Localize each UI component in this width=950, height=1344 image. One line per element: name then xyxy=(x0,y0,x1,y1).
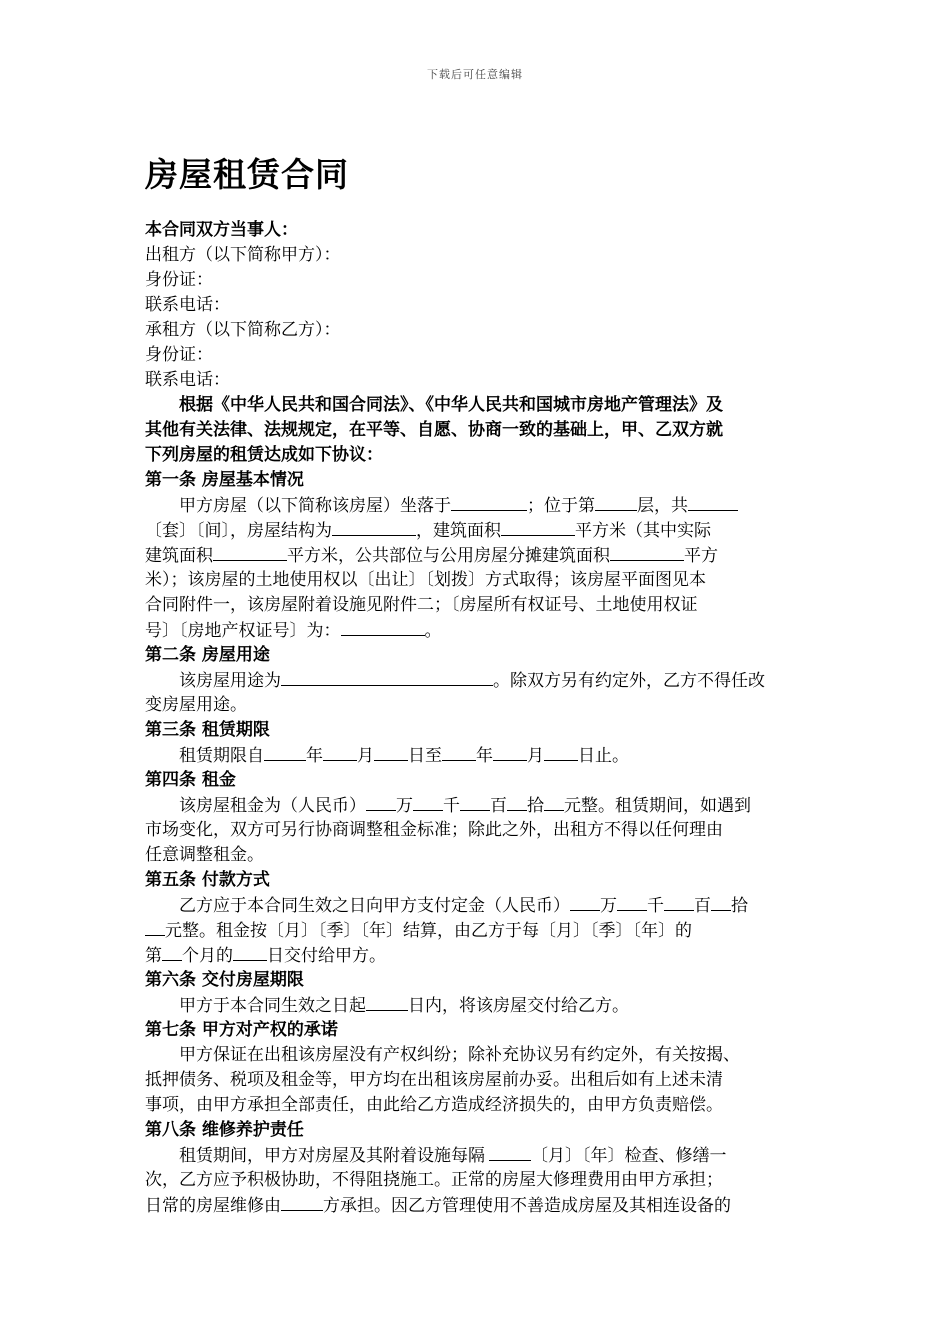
article-5-line xyxy=(145,918,805,943)
text: ；位于第 xyxy=(527,496,595,516)
shared-area-blank[interactable] xyxy=(610,543,684,561)
text: 号〕〔房地产权证号〕为： xyxy=(145,621,341,641)
maintenance-party-blank[interactable] xyxy=(281,1193,323,1211)
inspection-interval-blank[interactable] xyxy=(489,1143,531,1161)
text: 元整。租金按〔月〕〔季〕〔年〕结算，由乙方于每〔月〕〔季〕〔年〕的 xyxy=(165,921,692,941)
lessor-phone-label: 联系电话： xyxy=(145,295,230,315)
text: 年 xyxy=(476,746,493,766)
rent-qian-blank[interactable] xyxy=(413,793,443,811)
rent-shi-blank[interactable] xyxy=(507,793,527,811)
lessee-phone-label: 联系电话： xyxy=(145,370,230,390)
preamble-line: 根据《中华人民共和国合同法》、《中华人民共和国城市房地产管理法》及 xyxy=(179,395,723,415)
text: 租赁期间，甲方对房屋及其附着设施每隔 xyxy=(179,1146,485,1166)
lessee-label: 承租方（以下简称乙方）： xyxy=(145,320,341,340)
rent-yuan-blank[interactable] xyxy=(544,793,564,811)
start-year-blank[interactable] xyxy=(264,743,306,761)
text: 拾 xyxy=(731,896,748,916)
deposit-qian-blank[interactable] xyxy=(617,893,647,911)
text: 日内，将该房屋交付给乙方。 xyxy=(408,996,629,1016)
article-5-line xyxy=(145,943,805,968)
text: 万 xyxy=(396,796,413,816)
article-2-line: 变房屋用途。 xyxy=(145,695,247,715)
article-7-line: 甲方保证在出租该房屋没有产权纠纷；除补充协议另有约定外，有关按揭、 xyxy=(179,1045,740,1065)
article-2-line xyxy=(145,668,805,693)
location-blank[interactable] xyxy=(451,493,527,511)
text: 月 xyxy=(527,746,544,766)
text: 〔月〕〔年〕检查、修缮一 xyxy=(531,1146,727,1166)
end-day-blank[interactable] xyxy=(544,743,578,761)
rent-bai-blank[interactable] xyxy=(460,793,490,811)
lessee-id-label: 身份证： xyxy=(145,345,213,365)
article-1-title: 第一条 房屋基本情况 xyxy=(145,470,304,490)
preamble-line: 其他有关法律、法规规定，在平等、自愿、协商一致的基础上，甲、乙双方就 xyxy=(145,420,723,440)
text: 万 xyxy=(600,896,617,916)
structure-blank[interactable] xyxy=(332,518,416,536)
text: 百 xyxy=(694,896,711,916)
article-5-line xyxy=(145,893,805,918)
article-8-line: 次，乙方应予积极协助，不得阻挠施工。正常的房屋大修理费用由甲方承担； xyxy=(145,1170,723,1190)
text: 乙方应于本合同生效之日向甲方支付定金（人民币） xyxy=(179,896,570,916)
text: 层，共 xyxy=(637,496,688,516)
lessor-label: 出租方（以下简称甲方）： xyxy=(145,245,341,265)
article-6-line xyxy=(145,993,805,1018)
article-1-line xyxy=(145,543,805,568)
article-7-line: 事项，由甲方承担全部责任，由此给乙方造成经济损失的，由甲方负责赔偿。 xyxy=(145,1095,723,1115)
text: 〔套〕〔间〕，房屋结构为 xyxy=(145,521,332,541)
article-1-line xyxy=(145,518,805,543)
text: 甲方房屋（以下简称该房屋）坐落于 xyxy=(179,496,451,516)
text: 月 xyxy=(357,746,374,766)
text: 该房屋用途为 xyxy=(179,671,281,691)
article-7-title: 第七条 甲方对产权的承诺 xyxy=(145,1020,338,1040)
start-month-blank[interactable] xyxy=(323,743,357,761)
text: 建筑面积 xyxy=(145,546,213,566)
payment-month-blank[interactable] xyxy=(162,943,182,961)
text: 。 xyxy=(424,621,442,641)
text: 日交付给甲方。 xyxy=(267,946,386,966)
preamble-line: 下列房屋的租赁达成如下协议： xyxy=(145,445,383,465)
text: 个月的 xyxy=(182,946,233,966)
text: 拾 xyxy=(527,796,544,816)
text: 元整。租赁期间，如遇到 xyxy=(564,796,751,816)
text: 千 xyxy=(647,896,664,916)
article-7-line: 抵押债务、税项及租金等，甲方均在出租该房屋前办妥。出租后如有上述未清 xyxy=(145,1070,723,1090)
text: 平方米，公共部位与公用房屋分摊建筑面积 xyxy=(287,546,610,566)
article-3-title: 第三条 租赁期限 xyxy=(145,720,270,740)
text: 日至 xyxy=(408,746,442,766)
text: 千 xyxy=(443,796,460,816)
deposit-yuan-blank[interactable] xyxy=(145,918,165,936)
deposit-shi-blank[interactable] xyxy=(711,893,731,911)
article-1-line: 米）；该房屋的土地使用权以〔出让〕〔划拨〕方式取得；该房屋平面图见本 xyxy=(145,570,706,590)
lessor-id-label: 身份证： xyxy=(145,270,213,290)
text: 。除双方另有约定外，乙方不得任改 xyxy=(493,671,765,691)
text: 年 xyxy=(306,746,323,766)
floor-blank[interactable] xyxy=(595,493,637,511)
text: 方承担。因乙方管理使用不善造成房屋及其相连设备的 xyxy=(323,1196,731,1216)
article-4-line xyxy=(145,793,805,818)
delivery-days-blank[interactable] xyxy=(366,993,408,1011)
end-year-blank[interactable] xyxy=(442,743,476,761)
article-3-line xyxy=(145,743,805,768)
end-month-blank[interactable] xyxy=(493,743,527,761)
contract-body xyxy=(145,152,805,1218)
text: ，建筑面积 xyxy=(416,521,501,541)
text: 第 xyxy=(145,946,162,966)
payment-day-blank[interactable] xyxy=(233,943,267,961)
article-8-title: 第八条 维修养护责任 xyxy=(145,1120,304,1140)
article-4-line: 任意调整租金。 xyxy=(145,845,264,865)
article-4-line: 市场变化，双方可另行协商调整租金标准；除此之外，出租方不得以任何理由 xyxy=(145,820,723,840)
text: 该房屋租金为（人民币） xyxy=(179,796,366,816)
total-floors-blank[interactable] xyxy=(688,493,738,511)
page-header: 下载后可任意编辑 xyxy=(427,68,523,81)
rent-wan-blank[interactable] xyxy=(366,793,396,811)
certificate-number-blank[interactable] xyxy=(341,618,425,636)
contract-title: 房屋租赁合同 xyxy=(145,155,349,194)
article-6-title: 第六条 交付房屋期限 xyxy=(145,970,304,990)
text: 日止。 xyxy=(578,746,629,766)
text: 租赁期限自 xyxy=(179,746,264,766)
text: 平方米（其中实际 xyxy=(575,521,711,541)
article-8-line xyxy=(145,1193,805,1218)
parties-heading: 本合同双方当事人： xyxy=(145,220,298,240)
article-1-line xyxy=(145,618,805,643)
deposit-bai-blank[interactable] xyxy=(664,893,694,911)
area-blank[interactable] xyxy=(501,518,575,536)
actual-area-blank[interactable] xyxy=(213,543,287,561)
usage-blank[interactable] xyxy=(281,668,493,686)
article-5-title: 第五条 付款方式 xyxy=(145,870,270,890)
text: 平方 xyxy=(684,546,718,566)
deposit-wan-blank[interactable] xyxy=(570,893,600,911)
article-1-line: 合同附件一，该房屋附着设施见附件二；〔房屋所有权证号、土地使用权证 xyxy=(145,595,698,615)
article-4-title: 第四条 租金 xyxy=(145,770,236,790)
article-2-title: 第二条 房屋用途 xyxy=(145,645,270,665)
start-day-blank[interactable] xyxy=(374,743,408,761)
article-8-line xyxy=(145,1143,805,1168)
text: 日常的房屋维修由 xyxy=(145,1196,281,1216)
article-1-line xyxy=(145,493,805,518)
text: 百 xyxy=(490,796,507,816)
text: 甲方于本合同生效之日起 xyxy=(179,996,366,1016)
